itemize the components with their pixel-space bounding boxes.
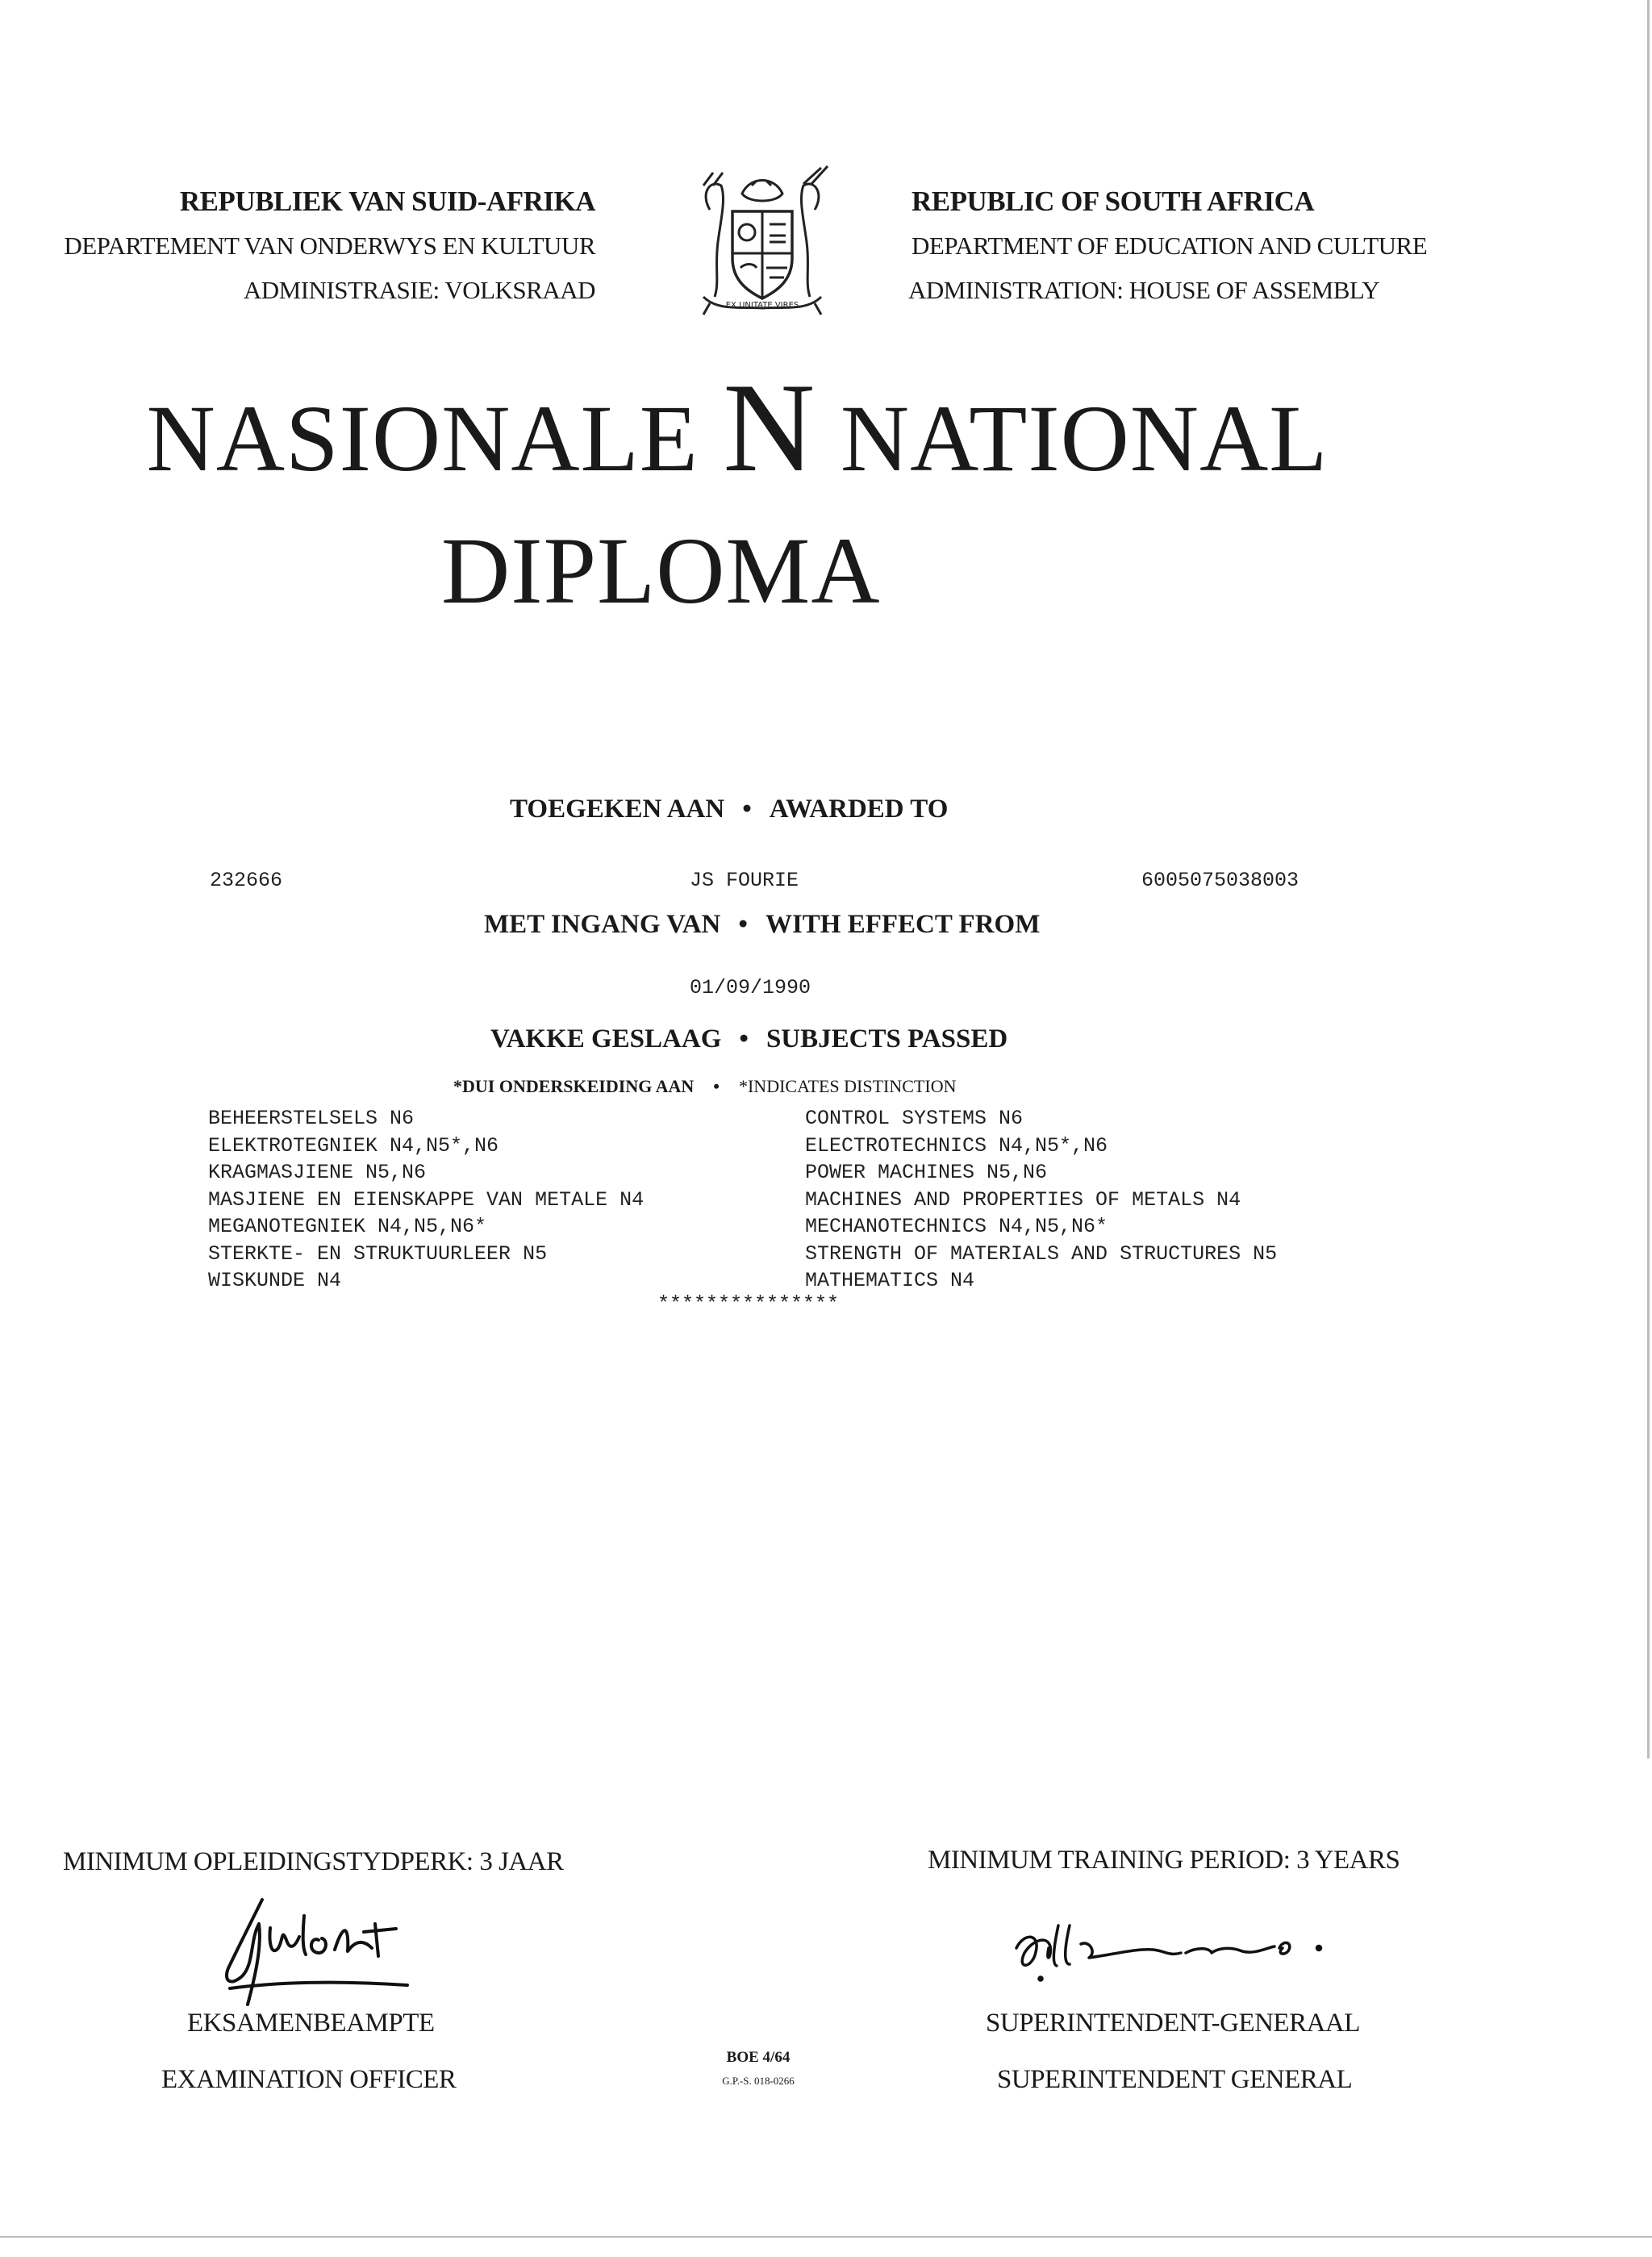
- effect-date: 01/09/1990: [690, 976, 811, 999]
- print-code: G.P.-S. 018-0266: [722, 2075, 795, 2087]
- recipient-name: JS FOURIE: [690, 869, 799, 892]
- header-left-line2: DEPARTEMENT VAN ONDERWYS EN KULTUUR: [64, 232, 595, 260]
- title-letter-n: N: [723, 357, 816, 499]
- subjects-label-en: SUBJECTS PASSED: [766, 1024, 1008, 1053]
- header-right-line3: ADMINISTRATION: HOUSE OF ASSEMBLY: [908, 276, 1380, 304]
- header-left-line1: REPUBLIEK VAN SUID-AFRIKA: [179, 186, 595, 217]
- subject-en: POWER MACHINES N5,N6: [805, 1161, 1048, 1184]
- superintendent-signature: [1000, 1908, 1355, 1996]
- superintendent-title-en: SUPERINTENDENT GENERAL: [997, 2065, 1353, 2094]
- subject-af: STERKTE- EN STRUKTUURLEER N5: [208, 1241, 548, 1266]
- min-period-af: MINIMUM OPLEIDINGSTYDPERK: 3 JAAR: [63, 1847, 564, 1876]
- subject-af: ELEKTROTEGNIEK N4,N5*,N6: [208, 1133, 499, 1158]
- min-period-en: MINIMUM TRAINING PERIOD: 3 YEARS: [928, 1846, 1400, 1875]
- scan-edge-bottom: [0, 2236, 1652, 2238]
- subjects-terminator: ***************: [657, 1292, 840, 1316]
- awarded-label: TOEGEKEN AAN • AWARDED TO: [510, 795, 949, 824]
- header-right-line2: DEPARTMENT OF EDUCATION AND CULTURE: [912, 232, 1428, 260]
- subject-en: MECHANOTECHNICS N4,N5,N6*: [805, 1215, 1108, 1238]
- coat-of-arms-emblem: [686, 161, 839, 319]
- subjects-list-english: [805, 1105, 1277, 1295]
- awarded-label-af: TOEGEKEN AAN: [510, 795, 725, 824]
- subject-en: ELECTROTECHNICS N4,N5*,N6: [805, 1133, 1108, 1158]
- recipient-id-number: 6005075038003: [1141, 869, 1299, 892]
- subject-af: MEGANOTEGNIEK N4,N5,N6*: [208, 1215, 487, 1238]
- title-nasionale: NASIONALE: [146, 386, 699, 491]
- subjects-label: VAKKE GESLAAG • SUBJECTS PASSED: [490, 1024, 1008, 1053]
- subject-en: MACHINES AND PROPERTIES OF METALS N4: [805, 1187, 1241, 1212]
- subject-en: CONTROL SYSTEMS N6: [805, 1107, 1024, 1130]
- officer-title-en: EXAMINATION OFFICER: [161, 2065, 457, 2094]
- examination-officer-signature: [206, 1892, 448, 2013]
- subject-af: MASJIENE EN EIENSKAPPE VAN METALE N4: [208, 1187, 645, 1212]
- subject-en: STRENGTH OF MATERIALS AND STRUCTURES N5: [805, 1241, 1278, 1266]
- subject-af: WISKUNDE N4: [208, 1269, 342, 1292]
- scan-edge-right: [1647, 0, 1650, 1758]
- subjects-list-afrikaans: [208, 1105, 644, 1295]
- superintendent-title-af: SUPERINTENDENT-GENERAAL: [986, 2009, 1360, 2038]
- subjects-label-af: VAKKE GESLAAG: [490, 1024, 722, 1053]
- emblem-motto: EX UNITATE VIRES: [725, 301, 799, 310]
- subject-en: MATHEMATICS N4: [805, 1269, 975, 1292]
- diploma-title-line1: [0, 355, 1563, 502]
- subject-af: BEHEERSTELSELS N6: [208, 1107, 415, 1130]
- subject-af: KRAGMASJIENE N5,N6: [208, 1161, 427, 1184]
- distinction-note-af: *DUI ONDERSKEIDING AAN: [453, 1076, 695, 1096]
- effect-label-en: WITH EFFECT FROM: [765, 910, 1041, 939]
- form-code: BOE 4/64: [726, 2049, 791, 2066]
- diploma-title-line2: DIPLOMA: [441, 518, 881, 624]
- title-national: NATIONAL: [840, 386, 1329, 491]
- officer-title-af: EKSAMENBEAMPTE: [187, 2009, 435, 2038]
- effect-label: MET INGANG VAN • WITH EFFECT FROM: [484, 910, 1041, 939]
- distinction-note: *DUI ONDERSKEIDING AAN • *INDICATES DISTINCTION: [453, 1076, 957, 1096]
- distinction-note-en: *INDICATES DISTINCTION: [738, 1076, 957, 1096]
- effect-label-af: MET INGANG VAN: [484, 910, 721, 939]
- awarded-label-en: AWARDED TO: [769, 795, 949, 824]
- header-right-line1: REPUBLIC OF SOUTH AFRICA: [912, 186, 1315, 217]
- certificate-number: 232666: [210, 869, 283, 892]
- header-left-line3: ADMINISTRASIE: VOLKSRAAD: [243, 276, 595, 304]
